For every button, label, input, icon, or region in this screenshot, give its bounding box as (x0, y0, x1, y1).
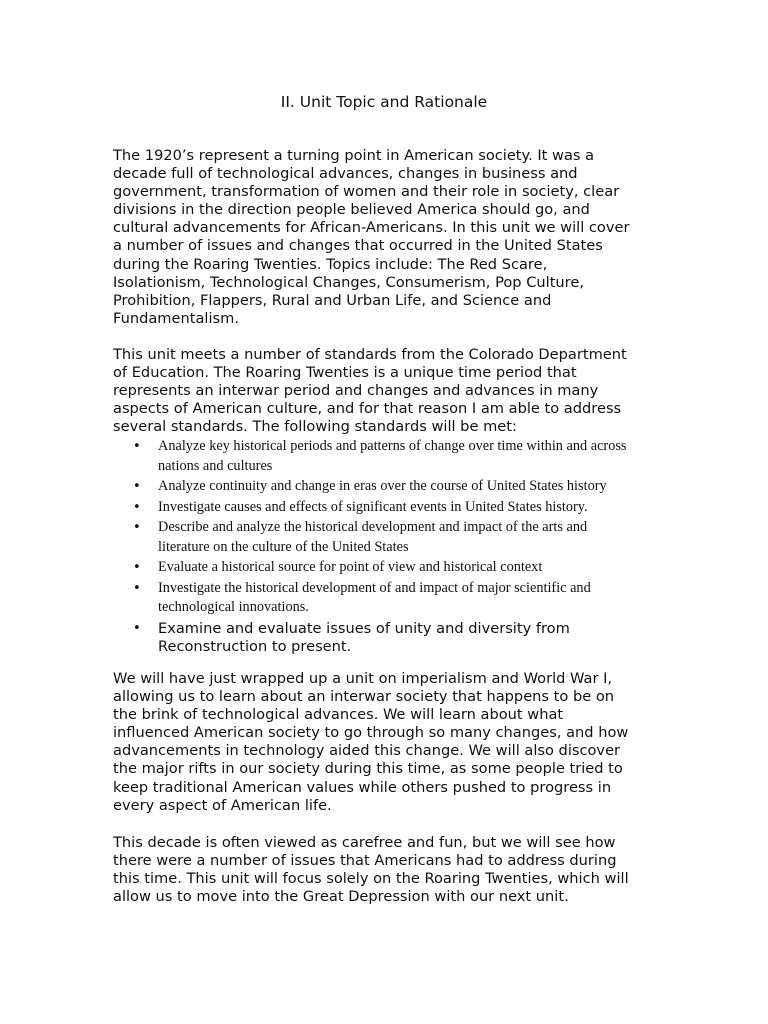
list-item (113, 498, 668, 518)
standard-text: Examine and evaluate issues of unity and diversity from Reconstruction to present. (158, 619, 570, 655)
list-item (113, 558, 668, 578)
standard-text: Evaluate a historical source for point of view and historical context (158, 559, 543, 575)
context-paragraph: We will have just wrapped up a unit on imperialism and World War I, allowing us to learn about an interwar society that happens to be on the brink of technological advances. We will learn about what influenced American society to go through so many changes, and how advancements in technology aided this change. We will also discover the major rifts in our society during this time, as some people tried to keep traditional American values while others pushed to progress in every aspect of American life. (113, 670, 629, 814)
standard-text: Analyze continuity and change in eras over the course of United States history (158, 478, 607, 494)
list-item (113, 477, 668, 497)
standard-text: Describe and analyze the historical development and impact of the arts and literature on the culture of the United States (158, 519, 588, 555)
list-item (113, 437, 668, 476)
page-title: II. Unit Topic and Rationale (280, 93, 488, 111)
standard-text: Analyze key historical periods and patterns of change over time within and across nations and cultures (158, 438, 627, 474)
intro-paragraph: The 1920’s represent a turning point in American society. It was a decade full of technological advances, changes in business and government, transformation of women and their role in society, clear divisions in the direction people believed America should go, and cultural advancements for African-Americans. In this unit we will cover a number of issues and changes that occurred in the United States during the Roaring Twenties. Topics include: The Red Scare, Isolationism, Technological Changes, Consumerism, Pop Culture, Prohibition, Flappers, Rural and Urban Life, and Science and Fundamentalism. (113, 147, 630, 327)
standard-text: Investigate the historical development of and impact of major scientific and technological innovations. (158, 579, 591, 615)
list-item (113, 518, 668, 557)
standards-list (113, 437, 668, 657)
standards-intro-paragraph: This unit meets a number of standards from the Colorado Department of Education. The Roaring Twenties is a unique time period that represents an interwar period and changes and advances in many aspects of American culture, and for that reason I am able to address several standards. The following standards will be met: (113, 346, 627, 436)
list-item (113, 579, 668, 618)
standard-text: Investigate causes and effects of significant events in United States history. (158, 498, 588, 515)
list-item (113, 620, 668, 656)
closing-paragraph: This decade is often viewed as carefree and fun, but we will see how there were a number of issues that Americans had to address during this time. This unit will focus solely on the Roaring Twenties, which will allow us to move into the Great Depression with our next unit. (113, 834, 629, 906)
